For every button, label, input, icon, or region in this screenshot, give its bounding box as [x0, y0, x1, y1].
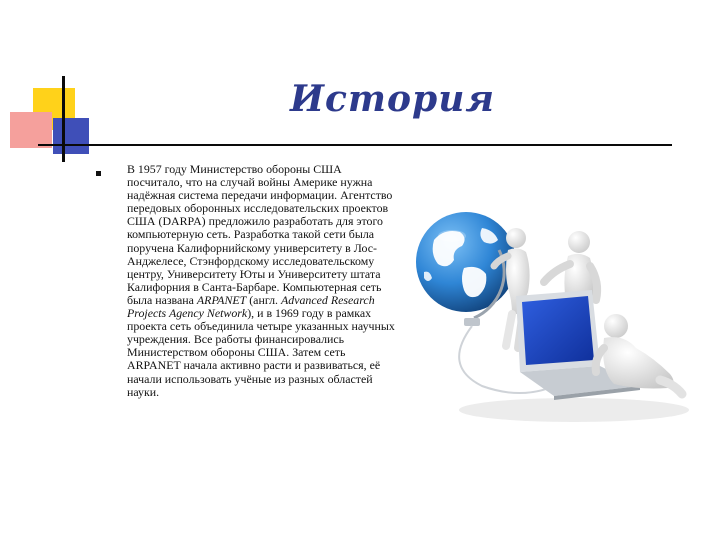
body-text-part1: В 1957 году Министерство обороны США посчитало, что на случай войны Америке нужна надёжная система передачи информации. Агентство передовых оборонных исследовательских проектов США (DARPA) предложило разработать для этого компьютерную сеть. Разработка такой сети была поручена Калифорнийскому университету в Лос-Анджелесе, Стэнфордскому исследовательскому центру, Университету Юты и Университету штата Калифорния в Санта-Барбаре. Компьютерная сеть была названа [127, 162, 393, 307]
body-text-part2: (англ. [246, 292, 281, 307]
bullet-square-icon [96, 171, 101, 176]
decor-red-square [10, 112, 52, 148]
arpanet-full-name: Advanced Research Projects Agency Network [127, 292, 375, 321]
decor-vertical-line [62, 76, 65, 162]
globe-laptop-people-illustration [404, 210, 694, 430]
title-divider-line [38, 144, 672, 146]
arpanet-term: ARPANET [196, 292, 247, 307]
body-text-part3: ), и в 1969 году в рамках проекта сеть объединила четыре указанных научных учреждения. Все работы финансировались Министерством обороны США. Затем сеть ARPANET начала активно расти и развиваться, её начали использовать учёные из разных областей науки. [127, 306, 395, 399]
decor-blue-square [53, 118, 89, 154]
slide-title: История [290, 78, 496, 120]
body-paragraph [127, 163, 399, 399]
